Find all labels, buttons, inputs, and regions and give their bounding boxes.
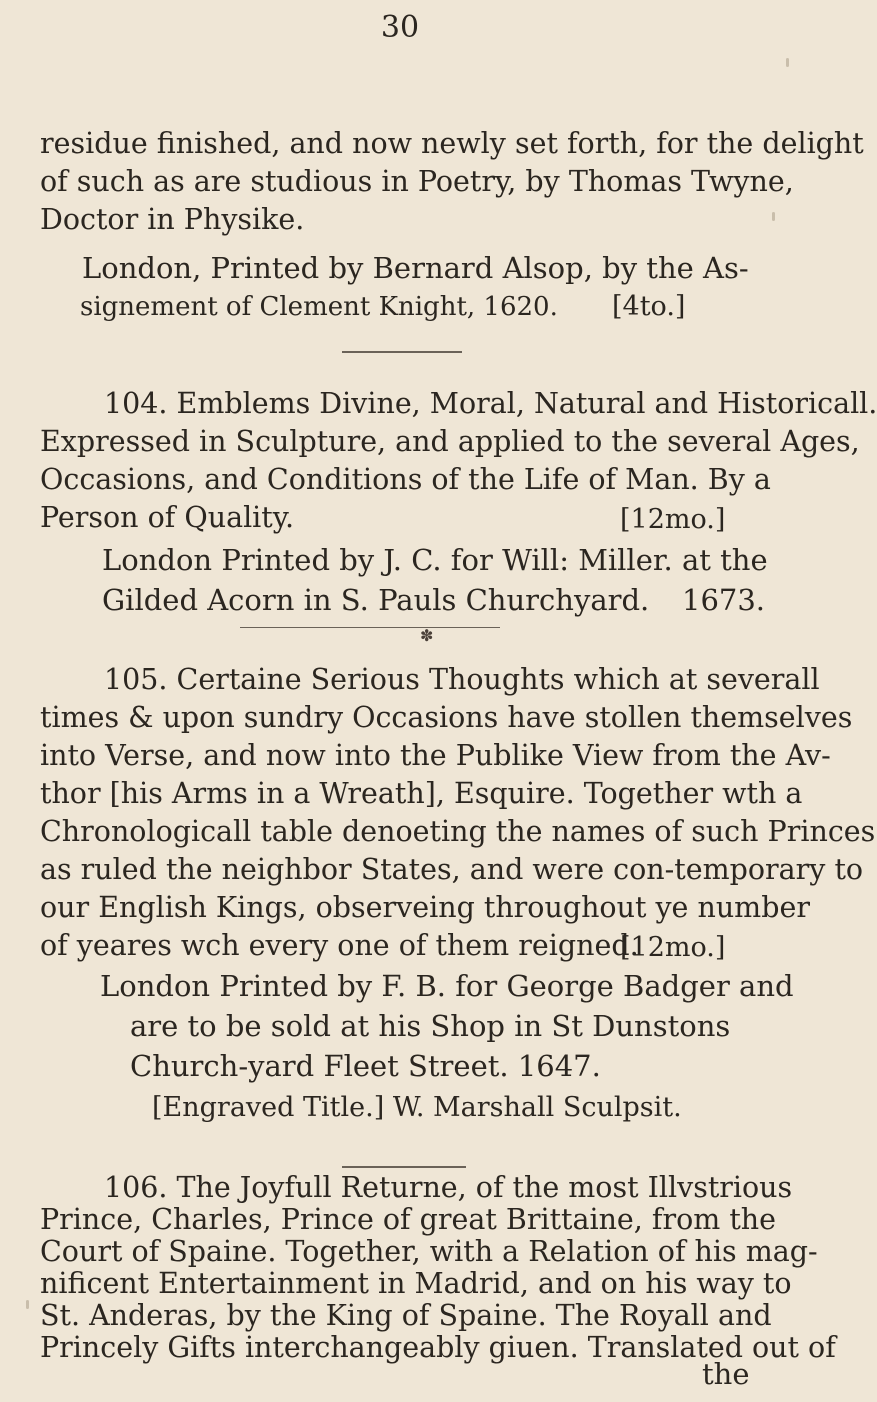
imprint-line: Gilded Acorn in S. Pauls Churchyard.	[102, 583, 650, 617]
page-number: 30	[380, 10, 420, 45]
title-line: Occasions, and Conditions of the Life of Man. By a	[40, 463, 771, 496]
catchword: the	[702, 1357, 750, 1391]
imprint-line: Church-yard Fleet Street. 1647.	[130, 1049, 601, 1083]
imprint-line: are to be sold at his Shop in St Dunstons	[130, 1009, 731, 1043]
title-line: 104. Emblems Divine, Moral, Natural and Historicall.	[104, 387, 877, 420]
paper-speck	[786, 58, 789, 67]
ornament-icon: ✽	[420, 626, 434, 645]
format-label: [12mo.]	[620, 932, 726, 963]
engraver-note: [Engraved Title.] W. Marshall Sculpsit.	[152, 1092, 682, 1123]
title-line: Court of Spaine. Together, with a Relation of his mag-	[40, 1235, 818, 1268]
title-line: times & upon sundry Occasions have stollen themselves	[40, 701, 853, 734]
title-line: St. Anderas, by the King of Spaine. The Royall and	[40, 1299, 772, 1332]
title-line: residue finished, and now newly set forth, for the delight	[40, 127, 864, 160]
title-line: Chronologicall table denoeting the names of such Princes	[40, 815, 876, 848]
imprint-line: London Printed by J. C. for Will: Miller. at the	[102, 543, 768, 577]
title-line: 106. The Joyfull Returne, of the most Illvstrious	[104, 1171, 793, 1204]
section-rule	[342, 1166, 466, 1168]
title-line: Expressed in Sculpture, and applied to the several Ages,	[40, 425, 860, 458]
title-line: Princely Gifts interchangeably giuen. Translated out of	[40, 1331, 836, 1364]
title-line: thor [his Arms in a Wreath], Esquire. Together wth a	[40, 777, 803, 810]
imprint-line: London Printed by F. B. for George Badger and	[100, 969, 794, 1003]
title-line: Person of Quality.	[40, 501, 295, 534]
paper-speck	[26, 1300, 29, 1309]
title-line: 105. Certaine Serious Thoughts which at severall	[104, 663, 820, 696]
imprint-line: signement of Clement Knight, 1620.	[80, 292, 558, 322]
format-label: [12mo.]	[620, 504, 726, 535]
title-line: Prince, Charles, Prince of great Brittaine, from the	[40, 1203, 777, 1236]
section-rule	[342, 351, 462, 353]
title-line: of yeares wch every one of them reigned.	[40, 929, 639, 962]
section-rule	[240, 627, 500, 628]
paper-speck	[772, 212, 775, 221]
imprint-line: London, Printed by Bernard Alsop, by the As-	[82, 251, 749, 285]
title-line: our English Kings, observeing throughout ye number	[40, 891, 810, 924]
imprint-year: 1673.	[682, 583, 766, 617]
title-line: into Verse, and now into the Publike View from the Av-	[40, 739, 831, 772]
title-line: nificent Entertainment in Madrid, and on his way to	[40, 1267, 792, 1300]
format-label: [4to.]	[612, 291, 686, 322]
title-line: as ruled the neighbor States, and were con-temporary to	[40, 853, 864, 886]
title-line: of such as are studious in Poetry, by Thomas Twyne,	[40, 165, 794, 198]
title-line: Doctor in Physike.	[40, 203, 305, 236]
